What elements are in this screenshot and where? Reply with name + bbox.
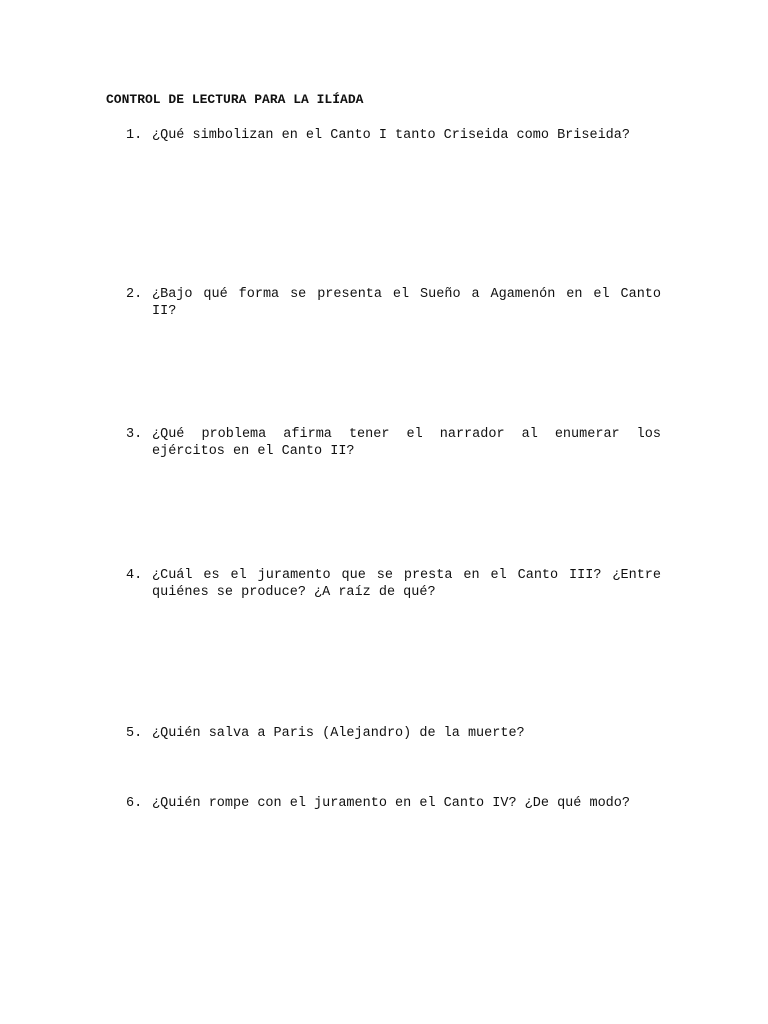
question-2	[126, 286, 661, 320]
question-number: 5.	[126, 726, 143, 741]
question-text: ¿Qué problema afirma tener el narrador al enumerar los ejércitos en el Canto II?	[152, 427, 661, 459]
question-number: 6.	[126, 796, 143, 811]
question-3	[126, 426, 661, 460]
question-text: ¿Bajo qué forma se presenta el Sueño a Agamenón en el Canto II?	[152, 287, 661, 319]
question-1	[126, 127, 661, 144]
question-text: ¿Qué simbolizan en el Canto I tanto Criseida como Briseida?	[152, 128, 630, 143]
question-text: ¿Quién rompe con el juramento en el Canto IV? ¿De qué modo?	[152, 796, 630, 811]
question-5	[126, 725, 661, 742]
question-number: 3.	[126, 427, 143, 442]
question-number: 2.	[126, 287, 143, 302]
question-number: 4.	[126, 568, 143, 583]
question-text: ¿Cuál es el juramento que se presta en el Canto III? ¿Entre quiénes se produce? ¿A raíz de qué?	[152, 568, 661, 600]
question-4	[126, 567, 661, 601]
question-number: 1.	[126, 128, 143, 143]
question-6	[126, 795, 661, 812]
question-text: ¿Quién salva a Paris (Alejandro) de la muerte?	[152, 726, 525, 741]
document-title: CONTROL DE LECTURA PARA LA ILÍADA	[106, 92, 364, 107]
